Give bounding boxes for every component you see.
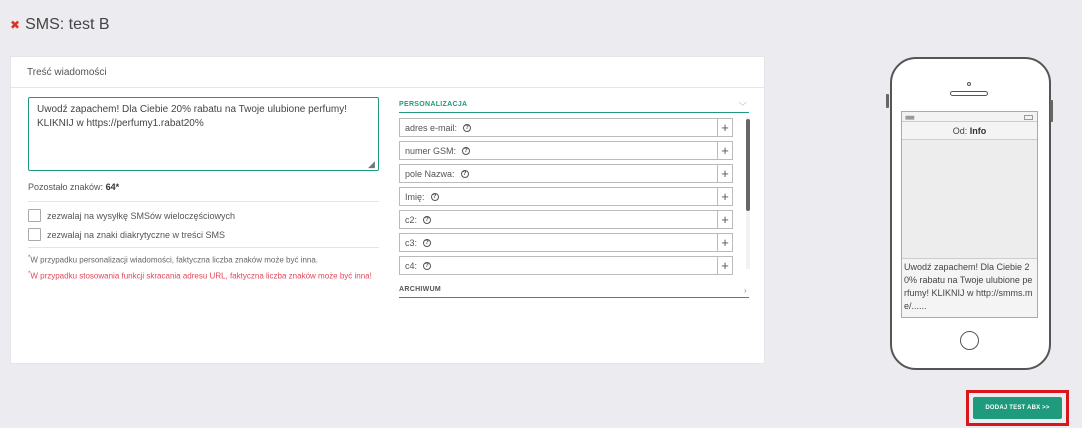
phone-screen [901,111,1038,318]
phone-camera-icon [967,82,971,86]
chevron-down-icon[interactable]: ﹀ [738,102,747,111]
field-box [399,210,717,229]
personalization-field-c2 [399,210,733,229]
field-box [399,164,717,183]
multipart-label: zezwalaj na wysyłkę SMSów wieloczęściowych [47,210,236,221]
insert-field-button[interactable]: + [717,210,733,229]
personalization-field-c3 [399,233,733,252]
divider [28,201,379,202]
add-abx-test-button[interactable]: DODAJ TEST ABX >> [973,397,1062,419]
insert-field-button[interactable]: + [717,141,733,160]
sender-line [902,122,1037,140]
personalization-title: PERSONALIZACJA [399,101,468,108]
phone-side-button [1050,100,1053,122]
sender-label: Od: [952,126,968,136]
chevron-right-icon[interactable]: › [744,286,747,295]
remaining-characters [28,182,119,192]
field-box [399,256,717,275]
help-icon[interactable]: ? [423,239,431,247]
personalization-field-gsm [399,141,733,160]
resize-handle-icon[interactable]: ◢ [368,159,375,169]
field-label: c3: [405,238,418,248]
help-icon[interactable]: ? [462,147,470,155]
field-label: Imię: [405,192,425,202]
help-icon[interactable]: ? [423,216,431,224]
field-box [399,233,717,252]
field-label: c4: [405,261,418,271]
url-note-text: W przypadku stosowania funkcji skracania adresu URL, faktyczna liczba znaków może być inna! [30,271,372,281]
sender-name: Info [969,126,987,136]
archive-title: ARCHIWUM [399,286,442,293]
diacritics-checkbox[interactable] [28,228,41,241]
help-icon[interactable]: ? [431,193,439,201]
archive-header[interactable] [399,286,749,298]
multipart-option[interactable] [28,209,235,222]
help-icon[interactable]: ? [461,170,469,178]
field-label: c2: [405,215,418,225]
divider [28,247,379,248]
battery-icon [1024,115,1033,120]
personalization-field-c4 [399,256,733,275]
phone-speaker-icon [950,91,988,96]
help-icon[interactable]: ? [423,262,431,270]
personalization-note [28,253,383,266]
field-box [399,141,717,160]
personalization-field-firstname [399,187,733,206]
field-label: pole Nazwa: [405,169,455,179]
insert-field-button[interactable]: + [717,118,733,137]
insert-field-button[interactable]: + [717,164,733,183]
url-shortening-note [28,269,383,282]
remaining-count: 64* [105,182,120,192]
insert-field-button[interactable]: + [717,233,733,252]
message-textarea[interactable] [28,97,379,171]
message-panel [10,56,765,364]
sms-preview-text: Uwodź zapachem! Dla Ciebie 20% rabatu na Twoje ulubione perfumy! KLIKNIJ w http://smms.me/...... [902,258,1037,317]
note-asterisk: * [28,271,31,277]
help-icon[interactable]: ? [463,124,471,132]
personalization-note-text: W przypadku personalizacji wiadomości, faktyczna liczba znaków może być inna. [30,255,319,265]
personalization-field-email [399,118,733,137]
field-box [399,187,717,206]
diacritics-option[interactable] [28,228,225,241]
insert-field-button[interactable]: + [717,256,733,275]
remaining-label: Pozostało znaków: [28,182,104,192]
page-title-bar [10,16,110,34]
diacritics-label: zezwalaj na znaki diakrytyczne w treści SMS [47,229,226,240]
signal-icon: ▮▮▮▮▮ [905,115,914,121]
multipart-checkbox[interactable] [28,209,41,222]
field-label: adres e-mail: [405,123,458,133]
panel-header: Treść wiadomości [11,57,764,88]
field-label: numer GSM: [405,146,457,156]
personalization-field-name [399,164,733,183]
field-box [399,118,717,137]
phone-side-button [886,94,889,108]
phone-home-button-icon [960,331,979,350]
personalization-header[interactable] [399,101,749,113]
phone-status-bar [902,112,1037,122]
scrollbar-thumb[interactable] [746,119,750,211]
close-icon[interactable]: ✖ [10,18,21,32]
page-title: SMS: test B [25,16,110,33]
insert-field-button[interactable]: + [717,187,733,206]
note-asterisk: * [28,255,31,261]
